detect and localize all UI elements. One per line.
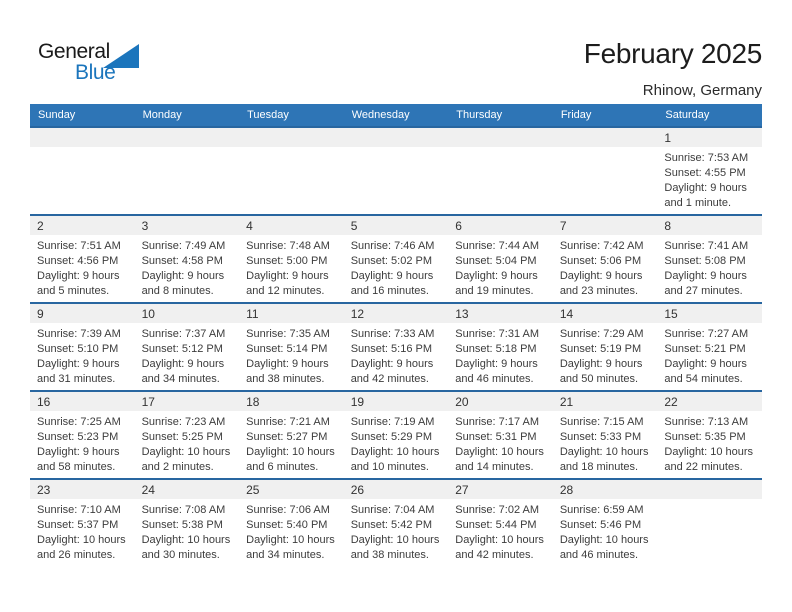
day-details <box>239 499 344 563</box>
daylight-text: Daylight: 9 hours <box>350 358 434 370</box>
day-number: 8 <box>664 218 672 233</box>
logo-text-blue: Blue <box>75 61 116 84</box>
daylight-text-cont: and 50 minutes. <box>559 373 639 385</box>
daylight-text: Daylight: 10 hours <box>37 534 126 546</box>
sunset-text: Sunset: 5:21 PM <box>664 343 746 355</box>
day-number-band <box>239 128 344 147</box>
sunset-text: Sunset: 5:35 PM <box>664 431 746 443</box>
week-row <box>30 391 762 479</box>
day-number: 28 <box>559 482 574 497</box>
sunrise-text: Sunrise: 7:17 AM <box>455 416 540 428</box>
title-block <box>584 38 762 99</box>
day-number-band <box>657 392 762 411</box>
daylight-text: Daylight: 10 hours <box>350 534 440 546</box>
daylight-text: Daylight: 9 hours <box>246 358 329 370</box>
day-cell <box>553 303 658 391</box>
sunset-text: Sunset: 5:08 PM <box>664 255 746 267</box>
sunset-text: Sunset: 5:46 PM <box>559 519 642 531</box>
day-cell <box>135 391 240 479</box>
month-title: February 2025 <box>583 38 762 69</box>
day-number: 7 <box>559 218 567 233</box>
day-details <box>657 411 762 475</box>
sunset-text: Sunset: 5:25 PM <box>141 431 223 443</box>
daylight-text-cont: and 34 minutes. <box>246 549 325 561</box>
daylight-text-cont: and 19 minutes. <box>455 285 534 297</box>
sunrise-text: Sunrise: 7:51 AM <box>37 240 121 252</box>
day-number-band <box>553 480 658 499</box>
sunset-text: Sunset: 5:38 PM <box>141 519 223 531</box>
daylight-text-cont: and 23 minutes. <box>559 285 639 297</box>
sunset-text: Sunset: 5:27 PM <box>246 431 328 443</box>
day-number-band <box>239 392 344 411</box>
day-cell <box>657 215 762 303</box>
daylight-text: Daylight: 9 hours <box>141 358 225 370</box>
day-number-band <box>553 304 658 323</box>
day-number-band <box>448 216 553 235</box>
day-details <box>448 323 553 387</box>
day-number-band <box>657 128 762 147</box>
daylight-text: Daylight: 9 hours <box>37 446 120 458</box>
sunrise-text: Sunrise: 7:15 AM <box>559 416 644 428</box>
day-details <box>135 235 240 299</box>
sunrise-text: Sunrise: 7:31 AM <box>455 328 540 340</box>
day-cell <box>30 303 135 391</box>
daylight-text-cont: and 12 minutes. <box>246 285 325 297</box>
sunset-text: Sunset: 5:19 PM <box>559 343 642 355</box>
day-number-band <box>553 128 658 147</box>
sunset-text: Sunset: 5:23 PM <box>37 431 119 443</box>
sunrise-text: Sunrise: 7:10 AM <box>37 504 121 516</box>
sunrise-text: Sunrise: 7:06 AM <box>246 504 330 516</box>
day-number: 13 <box>455 306 469 321</box>
day-details <box>657 147 762 211</box>
sunrise-text: Sunrise: 7:27 AM <box>664 328 749 340</box>
day-details <box>448 235 553 299</box>
day-cell <box>344 479 449 567</box>
week-row <box>30 127 762 215</box>
weekday-header-monday: Monday <box>135 104 240 127</box>
daylight-text-cont: and 58 minutes. <box>37 461 116 473</box>
empty-day-cell <box>30 127 135 215</box>
day-details <box>657 235 762 299</box>
empty-day-cell <box>448 127 553 215</box>
day-number-band <box>344 304 449 323</box>
day-cell <box>239 215 344 303</box>
daylight-text: Daylight: 10 hours <box>141 534 231 546</box>
day-number: 22 <box>664 394 678 409</box>
daylight-text-cont: and 38 minutes. <box>350 549 429 561</box>
day-number: 9 <box>37 306 44 321</box>
daylight-text-cont: and 34 minutes. <box>141 373 220 385</box>
daylight-text: Daylight: 10 hours <box>246 446 335 458</box>
day-details <box>30 411 135 475</box>
sunrise-text: Sunrise: 7:29 AM <box>559 328 644 340</box>
sunrise-text: Sunrise: 7:53 AM <box>664 152 749 164</box>
day-details <box>344 411 449 475</box>
daylight-text-cont: and 46 minutes. <box>455 373 534 385</box>
day-number: 15 <box>664 306 678 321</box>
day-details <box>30 323 135 387</box>
day-number-band <box>30 216 135 235</box>
empty-day-cell <box>135 127 240 215</box>
day-number-band <box>30 304 135 323</box>
daylight-text-cont: and 8 minutes. <box>141 285 214 297</box>
weekday-header-tuesday: Tuesday <box>239 104 344 127</box>
day-details <box>239 235 344 299</box>
day-details <box>553 235 658 299</box>
day-cell <box>448 391 553 479</box>
day-number-band <box>135 480 240 499</box>
day-cell <box>344 391 449 479</box>
daylight-text-cont: and 2 minutes. <box>141 461 214 473</box>
day-details <box>553 323 658 387</box>
day-number: 25 <box>246 482 260 497</box>
day-details <box>239 411 344 475</box>
sunrise-text: Sunrise: 7:21 AM <box>246 416 330 428</box>
day-number-band <box>239 216 344 235</box>
daylight-text: Daylight: 9 hours <box>455 270 538 282</box>
sunset-text: Sunset: 5:33 PM <box>559 431 642 443</box>
day-number-band <box>135 128 240 147</box>
week-row <box>30 215 762 303</box>
daylight-text-cont: and 30 minutes. <box>141 549 220 561</box>
daylight-text-cont: and 46 minutes. <box>559 549 639 561</box>
daylight-text: Daylight: 9 hours <box>141 270 225 282</box>
day-cell <box>448 303 553 391</box>
day-details <box>135 323 240 387</box>
day-number: 14 <box>559 306 574 321</box>
sunset-text: Sunset: 5:16 PM <box>350 343 433 355</box>
daylight-text-cont: and 31 minutes. <box>37 373 116 385</box>
day-details <box>553 411 658 475</box>
daylight-text: Daylight: 9 hours <box>37 358 120 370</box>
sunrise-text: Sunrise: 7:13 AM <box>664 416 749 428</box>
sunset-text: Sunset: 5:37 PM <box>37 519 119 531</box>
daylight-text-cont: and 27 minutes. <box>664 285 743 297</box>
day-details <box>657 323 762 387</box>
day-details <box>448 411 553 475</box>
empty-day-cell <box>344 127 449 215</box>
day-number: 24 <box>141 482 155 497</box>
day-number: 16 <box>37 394 51 409</box>
day-number: 26 <box>350 482 365 497</box>
day-number: 17 <box>141 394 155 409</box>
day-cell <box>135 479 240 567</box>
empty-day-cell <box>553 127 658 215</box>
day-cell <box>135 303 240 391</box>
calendar-body <box>30 127 762 567</box>
day-number-band <box>448 392 553 411</box>
logo <box>38 40 148 92</box>
sunrise-text: Sunrise: 7:19 AM <box>350 416 435 428</box>
sunrise-text: Sunrise: 7:46 AM <box>350 240 435 252</box>
day-details <box>135 411 240 475</box>
sunset-text: Sunset: 4:56 PM <box>37 255 119 267</box>
day-details <box>135 499 240 563</box>
day-number: 5 <box>350 218 358 233</box>
day-number: 27 <box>455 482 469 497</box>
day-cell <box>239 303 344 391</box>
day-details <box>344 235 449 299</box>
day-number: 4 <box>246 218 253 233</box>
sunrise-text: Sunrise: 7:42 AM <box>559 240 644 252</box>
empty-day-cell <box>239 127 344 215</box>
day-cell <box>239 391 344 479</box>
sunrise-text: Sunrise: 7:39 AM <box>37 328 121 340</box>
day-number-band <box>344 392 449 411</box>
day-number: 20 <box>455 394 469 409</box>
day-number-band <box>135 216 240 235</box>
day-number-band <box>344 480 449 499</box>
day-details <box>344 499 449 563</box>
day-cell <box>657 303 762 391</box>
day-number-band <box>657 480 762 499</box>
day-number-band <box>553 216 658 235</box>
day-cell <box>344 215 449 303</box>
sunset-text: Sunset: 5:31 PM <box>455 431 537 443</box>
sunrise-text: Sunrise: 7:49 AM <box>141 240 226 252</box>
daylight-text: Daylight: 10 hours <box>455 446 544 458</box>
sunset-text: Sunset: 5:02 PM <box>350 255 433 267</box>
weekday-header-saturday: Saturday <box>657 104 762 127</box>
daylight-text: Daylight: 9 hours <box>664 358 747 370</box>
day-cell <box>239 479 344 567</box>
daylight-text: Daylight: 10 hours <box>455 534 544 546</box>
day-details <box>30 499 135 563</box>
day-cell <box>553 479 658 567</box>
day-number: 11 <box>246 306 259 321</box>
day-number-band <box>30 128 135 147</box>
daylight-text: Daylight: 9 hours <box>350 270 434 282</box>
logo-text-general: General <box>38 40 110 63</box>
weekday-header-sunday: Sunday <box>30 104 135 127</box>
day-number-band <box>30 480 135 499</box>
day-number: 23 <box>37 482 51 497</box>
daylight-text: Daylight: 9 hours <box>37 270 120 282</box>
day-number-band <box>448 480 553 499</box>
day-number-band <box>553 392 658 411</box>
day-cell <box>448 479 553 567</box>
sunrise-text: Sunrise: 7:02 AM <box>455 504 540 516</box>
daylight-text: Daylight: 9 hours <box>559 358 643 370</box>
sunset-text: Sunset: 5:10 PM <box>37 343 119 355</box>
daylight-text-cont: and 14 minutes. <box>455 461 534 473</box>
day-number-band <box>448 128 553 147</box>
daylight-text-cont: and 42 minutes. <box>350 373 429 385</box>
week-row <box>30 303 762 391</box>
sunset-text: Sunset: 5:14 PM <box>246 343 328 355</box>
sunrise-text: Sunrise: 7:48 AM <box>246 240 330 252</box>
sunrise-text: Sunrise: 7:35 AM <box>246 328 330 340</box>
sunset-text: Sunset: 5:29 PM <box>350 431 433 443</box>
day-cell <box>135 215 240 303</box>
day-number: 2 <box>37 218 44 233</box>
daylight-text-cont: and 10 minutes. <box>350 461 429 473</box>
weekday-header-thursday: Thursday <box>448 104 553 127</box>
day-number: 1 <box>664 130 672 145</box>
day-number-band <box>239 480 344 499</box>
sunset-text: Sunset: 5:00 PM <box>246 255 328 267</box>
day-number-band <box>344 128 449 147</box>
sunrise-text: Sunrise: 7:41 AM <box>664 240 749 252</box>
sunset-text: Sunset: 5:06 PM <box>559 255 642 267</box>
daylight-text: Daylight: 9 hours <box>559 270 643 282</box>
daylight-text-cont: and 16 minutes. <box>350 285 429 297</box>
week-row <box>30 479 762 567</box>
sunrise-text: Sunrise: 7:25 AM <box>37 416 121 428</box>
day-number: 12 <box>350 306 365 321</box>
daylight-text: Daylight: 10 hours <box>350 446 440 458</box>
daylight-text-cont: and 42 minutes. <box>455 549 534 561</box>
day-number-band <box>135 392 240 411</box>
daylight-text-cont: and 38 minutes. <box>246 373 325 385</box>
day-cell <box>344 303 449 391</box>
day-number-band <box>30 392 135 411</box>
day-cell <box>553 215 658 303</box>
sunrise-text: Sunrise: 7:04 AM <box>350 504 435 516</box>
day-number: 3 <box>141 218 149 233</box>
sunset-text: Sunset: 4:58 PM <box>141 255 223 267</box>
calendar-table <box>30 104 762 567</box>
day-details <box>344 323 449 387</box>
weekday-header-row <box>30 104 762 127</box>
day-number-band <box>239 304 344 323</box>
daylight-text: Daylight: 9 hours <box>455 358 538 370</box>
weekday-header-friday: Friday <box>553 104 658 127</box>
day-cell <box>30 479 135 567</box>
day-number-band <box>135 304 240 323</box>
sunset-text: Sunset: 5:12 PM <box>141 343 223 355</box>
sunrise-text: Sunrise: 7:08 AM <box>141 504 226 516</box>
sunset-text: Sunset: 5:18 PM <box>455 343 537 355</box>
empty-day-cell <box>657 479 762 567</box>
daylight-text-cont: and 18 minutes. <box>559 461 639 473</box>
day-number-band <box>344 216 449 235</box>
sunset-text: Sunset: 5:40 PM <box>246 519 328 531</box>
sunrise-text: Sunrise: 7:33 AM <box>350 328 435 340</box>
sunrise-text: Sunrise: 7:37 AM <box>141 328 226 340</box>
daylight-text-cont: and 26 minutes. <box>37 549 116 561</box>
sunset-text: Sunset: 5:04 PM <box>455 255 537 267</box>
sunrise-text: Sunrise: 6:59 AM <box>559 504 644 516</box>
daylight-text-cont: and 6 minutes. <box>246 461 319 473</box>
location-subtitle: Rhinow, Germany <box>642 82 762 99</box>
sunrise-text: Sunrise: 7:44 AM <box>455 240 540 252</box>
sunset-text: Sunset: 5:44 PM <box>455 519 537 531</box>
day-details <box>30 235 135 299</box>
daylight-text: Daylight: 10 hours <box>664 446 754 458</box>
daylight-text-cont: and 1 minute. <box>664 197 732 209</box>
daylight-text: Daylight: 9 hours <box>246 270 329 282</box>
sunset-text: Sunset: 4:55 PM <box>664 167 746 179</box>
day-details <box>448 499 553 563</box>
day-cell <box>657 391 762 479</box>
day-number: 10 <box>141 306 155 321</box>
daylight-text-cont: and 5 minutes. <box>37 285 110 297</box>
day-number: 6 <box>455 218 462 233</box>
day-details <box>239 323 344 387</box>
day-number: 19 <box>350 394 365 409</box>
day-cell <box>30 215 135 303</box>
daylight-text: Daylight: 10 hours <box>246 534 335 546</box>
day-number-band <box>657 216 762 235</box>
day-cell <box>30 391 135 479</box>
weekday-header-wednesday: Wednesday <box>344 104 449 127</box>
daylight-text: Daylight: 10 hours <box>559 534 649 546</box>
daylight-text: Daylight: 10 hours <box>559 446 649 458</box>
day-details <box>553 499 658 563</box>
day-number-band <box>657 304 762 323</box>
daylight-text-cont: and 54 minutes. <box>664 373 743 385</box>
sunrise-text: Sunrise: 7:23 AM <box>141 416 226 428</box>
day-cell <box>448 215 553 303</box>
daylight-text: Daylight: 10 hours <box>141 446 231 458</box>
daylight-text: Daylight: 9 hours <box>664 270 747 282</box>
daylight-text-cont: and 22 minutes. <box>664 461 743 473</box>
day-number: 21 <box>559 394 574 409</box>
day-number: 18 <box>246 394 260 409</box>
day-cell <box>657 127 762 215</box>
day-cell <box>553 391 658 479</box>
day-number-band <box>448 304 553 323</box>
daylight-text: Daylight: 9 hours <box>664 182 747 194</box>
sunset-text: Sunset: 5:42 PM <box>350 519 433 531</box>
